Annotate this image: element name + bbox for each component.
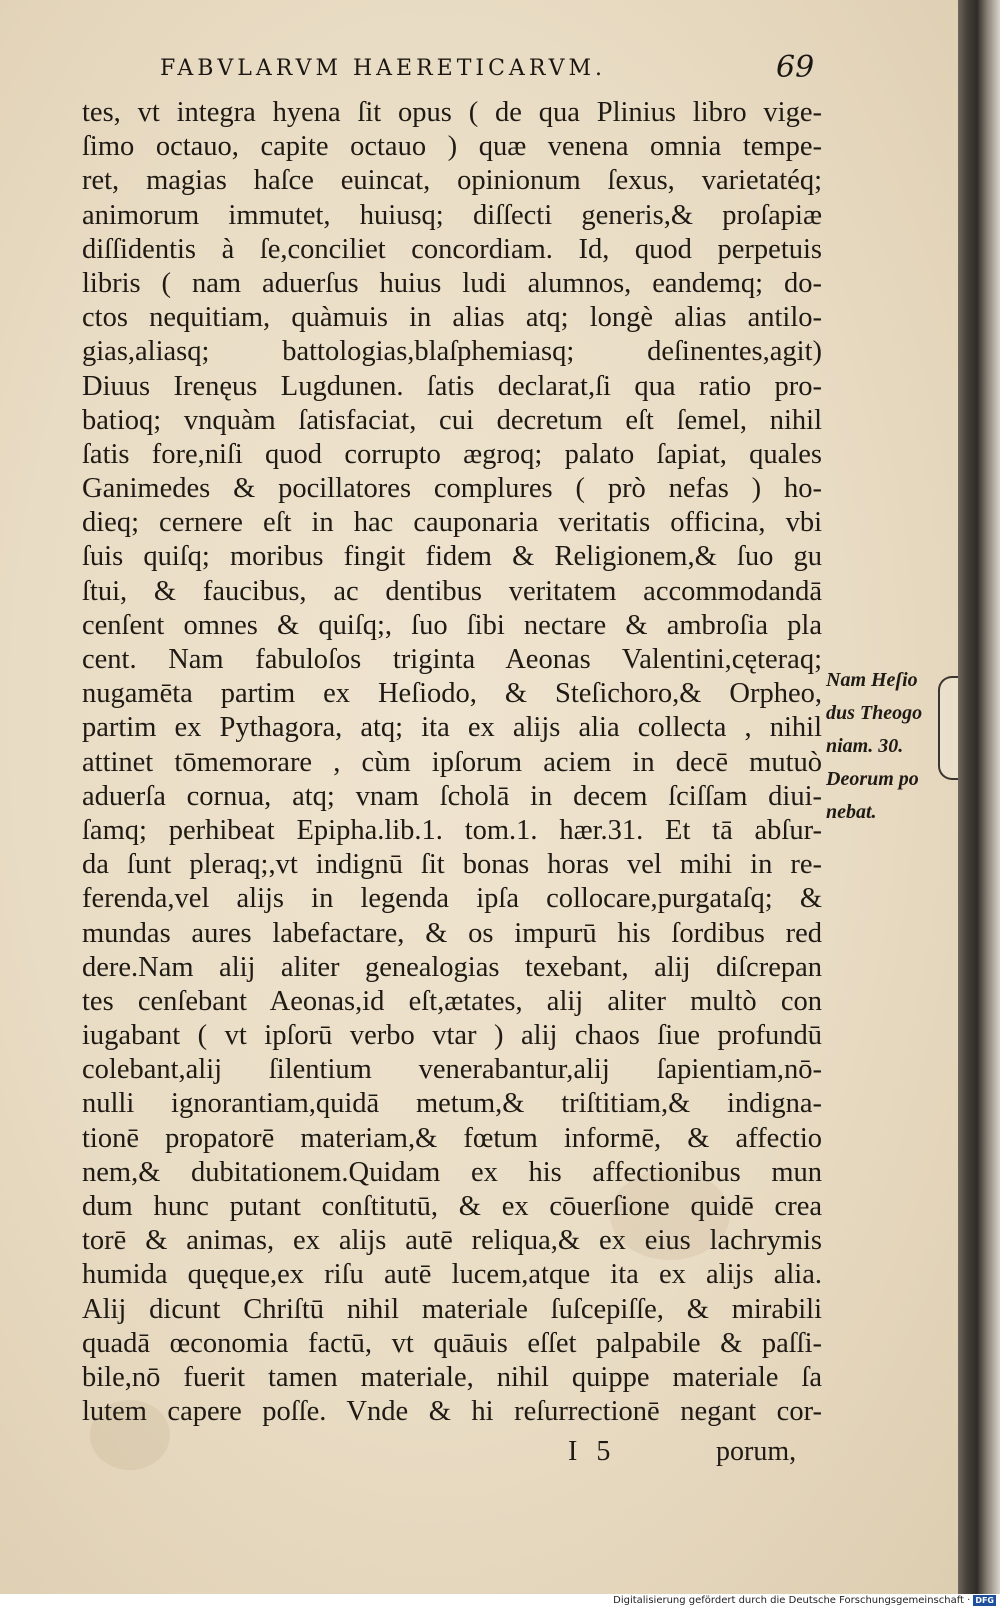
text-line: bile,nō fuerit tamen materiale, nihil quippe materiale ſa <box>82 1361 822 1393</box>
text-line: dere.Nam alij aliter genealogias texebant, alij diſcrepan <box>82 951 822 983</box>
text-line: colebant,alij ſilentium venerabantur,alij ſapientiam,nō- <box>82 1054 822 1086</box>
text-line: diſſidentis à ſe,conciliet concordiam. Id, quod perpetuis <box>82 233 822 265</box>
text-line: ſtui, & faucibus, ac dentibus veritatem accommodandā <box>82 575 822 607</box>
signature-mark: I 5 <box>568 1436 617 1467</box>
page-binding-shadow <box>958 0 1000 1594</box>
text-line: mundas aures labefactare, & os impurū his ſordibus red <box>82 917 822 949</box>
text-line: animorum immutet, huiusq; diſſecti generis,& proſapiæ <box>82 199 822 231</box>
running-head: FABVLARVM HAERETICARVM. <box>160 56 607 81</box>
marginal-note-line: Deorum po <box>826 768 919 790</box>
text-line: cent. Nam fabuloſos triginta Aeonas Valentini,cęteraq; <box>82 644 822 675</box>
text-line: Alij dicunt Chriſtū nihil materiale ſuſcepiſſe, & mirabili <box>82 1293 822 1325</box>
text-line: nugamēta partim ex Heſiodo, & Steſichoro,& Orpheo, <box>82 678 822 710</box>
text-line: ſuis quiſq; moribus fingit fidem & Religionem,& ſuo gu <box>82 541 822 573</box>
text-line: ſamq; perhibeat Epipha.lib.1. tom.1. hær.31. Et tā abſur- <box>82 814 822 846</box>
text-line: humida quęque,ex riſu autē lucem,atque ita ex alijs alia. <box>82 1259 822 1291</box>
text-line: da ſunt pleraq;,vt indignū ſit bonas horas vel mihi in re- <box>82 849 822 881</box>
text-line: dieq; cernere eſt in hac cauponaria veritatis officina, vbi <box>82 507 822 539</box>
text-line: tionē propatorē materiam,& fœtum informē, & affectio <box>82 1122 822 1154</box>
text-line: ret, magias haſce euincat, opinionum ſexus, varietatéq; <box>82 165 822 197</box>
marginal-note-line: nebat. <box>826 801 877 823</box>
dfg-logo: DFG <box>975 1596 994 1605</box>
text-line: nulli ignorantiam,quidā metum,& triſtitiam,& indigna- <box>82 1088 822 1120</box>
text-line: batioq; vnquàm ſatisfaciat, cui decretum eſt ſemel, nihil <box>82 404 822 436</box>
credit-text: Digitalisierung gefördert durch die Deutsche Forschungsgemeinschaft · <box>613 1595 971 1606</box>
text-line: ſimo octauo, capite octauo ) quæ venena omnia tempe- <box>82 131 822 163</box>
text-line: nem,& dubitationem.Quidam ex his affectionibus mun <box>82 1156 822 1188</box>
text-line: partim ex Pythagora, atq; ita ex alijs alia collecta , nihil <box>82 712 822 744</box>
text-line: quadā œconomia factū, vt quāuis eſſet palpabile & paſſi- <box>82 1327 822 1359</box>
text-line: ſatis fore,niſi quod corrupto ægroq; palato ſapiat, quales <box>82 438 822 470</box>
page-number: 69 <box>776 50 815 85</box>
text-line: aduerſa cornua, atq; vnam ſcholā in decem ſciſſam diui- <box>82 780 822 812</box>
text-line: ctos nequitiam, quàmuis in alias atq; longè alias antilo- <box>82 302 822 334</box>
text-line: dum hunc putant conſtitutū, & ex cōuerſione quidē crea <box>82 1191 822 1222</box>
marginal-note-line: dus Theogo <box>826 702 923 724</box>
text-line: libris ( nam aduerſus huius ludi alumnos, eandemq; do- <box>82 267 822 299</box>
text-line: ferenda,vel alijs in legenda ipſa collocare,purgataſq; & <box>82 883 822 915</box>
text-line: gias,aliasq; battologias,blaſphemiasq; deſinentes,agit) <box>82 336 822 368</box>
catchword: porum, <box>716 1436 797 1467</box>
body-text <box>82 96 822 1429</box>
marginal-note-line: niam. 30. <box>826 735 904 757</box>
text-line: tes cenſebant Aeonas,id eſt,ætates, alij aliter multò con <box>82 985 822 1017</box>
digitization-credit <box>613 1595 996 1606</box>
text-line: torē & animas, ex alijs autē reliqua,& ex eius lachrymis <box>82 1225 822 1257</box>
text-line: attinet tōmemorare , cùm ipſorum aciem in decē mutuò <box>82 746 822 778</box>
text-line: iugabant ( vt ipſorū verbo vtar ) alij chaos ſiue profundū <box>82 1020 822 1052</box>
text-line: Diuus Irenęus Lugdunen. ſatis declarat,ſi qua ratio pro- <box>82 370 822 402</box>
text-line: tes, vt integra hyena ſit opus ( de qua Plinius libro vige- <box>82 97 822 128</box>
marginal-note-line: Nam Heſio <box>826 669 918 691</box>
text-line: Ganimedes & pocillatores complures ( prò nefas ) ho- <box>82 473 822 505</box>
text-line: cenſent omnes & quiſq;, ſuo ſibi nectare & ambroſia pla <box>82 609 822 641</box>
text-line: lutem capere poſſe. Vnde & hi reſurrectionē negant cor- <box>82 1396 822 1428</box>
